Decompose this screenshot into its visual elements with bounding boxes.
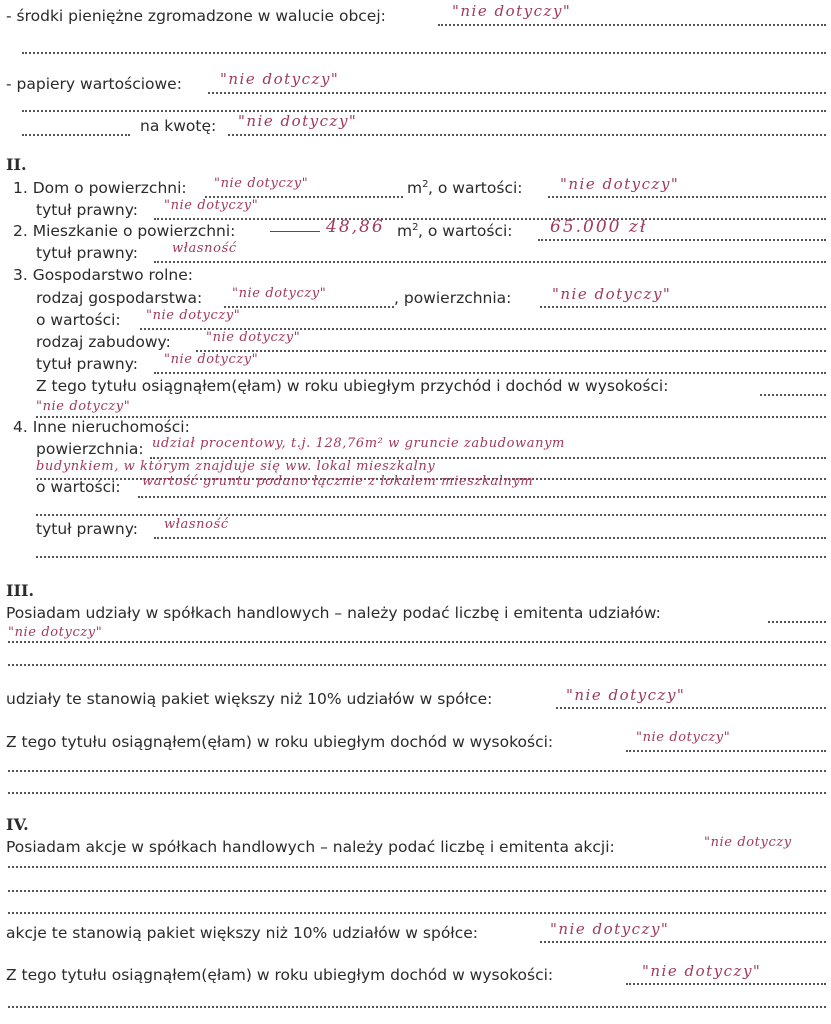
income-label-iii: Z tego tytułu osiągnąłem(ęłam) w roku ubiegłym dochód w wysokości:	[6, 733, 554, 751]
flat-unit: $m^2$	[397, 221, 419, 240]
dotted-line	[36, 556, 826, 558]
farm-area[interactable]: "nie dotyczy"	[552, 285, 672, 303]
dotted-line	[8, 890, 826, 892]
other-area-label: powierzchnia:	[36, 440, 144, 458]
house-label: 1. Dom o powierzchni:	[13, 179, 187, 197]
dotted-line	[626, 983, 826, 985]
package-value-iii[interactable]: "nie dotyczy"	[566, 686, 686, 704]
farm-buildings-label: rodzaj zabudowy:	[36, 333, 171, 351]
dotted-line	[8, 664, 826, 666]
income-label-iv: Z tego tytułu osiągnąłem(ęłam) w roku ubiegłym dochód w wysokości:	[6, 966, 554, 984]
dotted-line	[8, 770, 826, 772]
farm-title[interactable]: "nie dotyczy"	[164, 352, 259, 367]
farm-income[interactable]: "nie dotyczy"	[36, 399, 131, 414]
stocks-value[interactable]: "nie dotyczy	[704, 835, 792, 850]
other-area-line2[interactable]: budynkiem, w którym znajduje się ww. lokal mieszkalny	[36, 459, 436, 474]
house-value[interactable]: "nie dotyczy"	[560, 175, 680, 193]
dotted-line	[556, 707, 826, 709]
house-unit: $m^2$	[407, 178, 429, 197]
dotted-line	[154, 218, 826, 220]
amount-value[interactable]: "nie dotyczy"	[238, 112, 358, 130]
foreign-cash-value[interactable]: "nie dotyczy"	[452, 2, 572, 20]
flat-area[interactable]: 48,86	[326, 217, 385, 237]
flat-label: 2. Mieszkanie o powierzchni:	[13, 222, 236, 240]
farm-type[interactable]: "nie dotyczy"	[232, 286, 327, 301]
farm-value[interactable]: "nie dotyczy"	[146, 308, 241, 323]
package-label-iii: udziały te stanowią pakiet większy niż 10% udziałów w spółce:	[6, 690, 493, 708]
house-title[interactable]: "nie dotyczy"	[164, 198, 259, 213]
section-ii-heading: II.	[6, 155, 27, 174]
house-area[interactable]: "nie dotyczy"	[214, 176, 309, 191]
dotted-line	[22, 52, 826, 54]
dotted-line	[8, 641, 826, 643]
dotted-line	[22, 134, 130, 136]
farm-buildings[interactable]: "nie dotyczy"	[206, 330, 301, 345]
dotted-line	[138, 496, 826, 498]
other-value-label: o wartości:	[36, 478, 121, 496]
section-iii-heading: III.	[6, 581, 35, 600]
shares-label: Posiadam udziały w spółkach handlowych – należy podać liczbę i emitenta udziałów:	[6, 604, 661, 622]
dotted-line	[540, 306, 826, 308]
package-value-iv[interactable]: "nie dotyczy"	[550, 920, 670, 938]
dotted-line	[8, 912, 826, 914]
farm-area-label: , powierzchnia:	[394, 289, 512, 307]
amount-label: na kwotę:	[140, 117, 217, 135]
other-label: 4. Inne nieruchomości:	[13, 418, 190, 436]
dotted-line	[22, 110, 826, 112]
stocks-label: Posiadam akcje w spółkach handlowych – należy podać liczbę i emitenta akcji:	[6, 838, 615, 856]
dotted-line	[224, 306, 394, 308]
farm-value-label: o wartości:	[36, 311, 121, 329]
house-value-label: , o wartości:	[428, 179, 523, 197]
dotted-line	[154, 372, 826, 374]
flat-title[interactable]: własność	[172, 241, 237, 256]
securities-label: - papiery wartościowe:	[6, 75, 182, 93]
dotted-line	[438, 24, 826, 26]
dotted-line	[540, 941, 826, 943]
shares-value[interactable]: "nie dotyczy"	[8, 625, 103, 640]
other-title[interactable]: własność	[164, 517, 229, 532]
foreign-cash-label: - środki pieniężne zgromadzone w walucie obcej:	[6, 7, 386, 25]
dotted-line	[538, 239, 826, 241]
dotted-line	[36, 514, 826, 516]
flat-value-label: , o wartości:	[418, 222, 513, 240]
farm-type-label: rodzaj gospodarstwa:	[36, 289, 203, 307]
flat-title-label: tytuł prawny:	[36, 244, 138, 262]
house-title-label: tytuł prawny:	[36, 201, 138, 219]
income-value-iii[interactable]: "nie dotyczy"	[636, 730, 731, 745]
farm-label: 3. Gospodarstwo rolne:	[13, 266, 193, 284]
other-title-label: tytuł prawny:	[36, 520, 138, 538]
dotted-line	[760, 394, 826, 396]
dotted-line	[626, 750, 826, 752]
farm-income-label: Z tego tytułu osiągnąłem(ęłam) w roku ubiegłym przychód i dochód w wysokości:	[36, 377, 669, 395]
dotted-line	[8, 1006, 826, 1008]
farm-title-label: tytuł prawny:	[36, 355, 138, 373]
section-iv-heading: IV.	[6, 815, 29, 834]
dotted-line	[196, 350, 826, 352]
other-area-line1[interactable]: udział procentowy, t.j. 128,76m² w gruncie zabudowanym	[152, 436, 565, 451]
other-value[interactable]: wartość gruntu podano łącznie z lokalem mieszkalnym	[142, 474, 534, 489]
strike-line	[270, 231, 320, 232]
dotted-line	[768, 621, 826, 623]
securities-value[interactable]: "nie dotyczy"	[220, 70, 340, 88]
dotted-line	[154, 261, 826, 263]
dotted-line	[8, 792, 826, 794]
income-value-iv[interactable]: "nie dotyczy"	[642, 962, 762, 980]
dotted-line	[548, 196, 826, 198]
dotted-line	[208, 92, 826, 94]
dotted-line	[8, 866, 826, 868]
dotted-line	[228, 134, 826, 136]
flat-value[interactable]: 65.000 zł	[550, 217, 648, 237]
dotted-line	[154, 537, 826, 539]
package-label-iv: akcje te stanowią pakiet większy niż 10% udziałów w spółce:	[6, 924, 478, 942]
